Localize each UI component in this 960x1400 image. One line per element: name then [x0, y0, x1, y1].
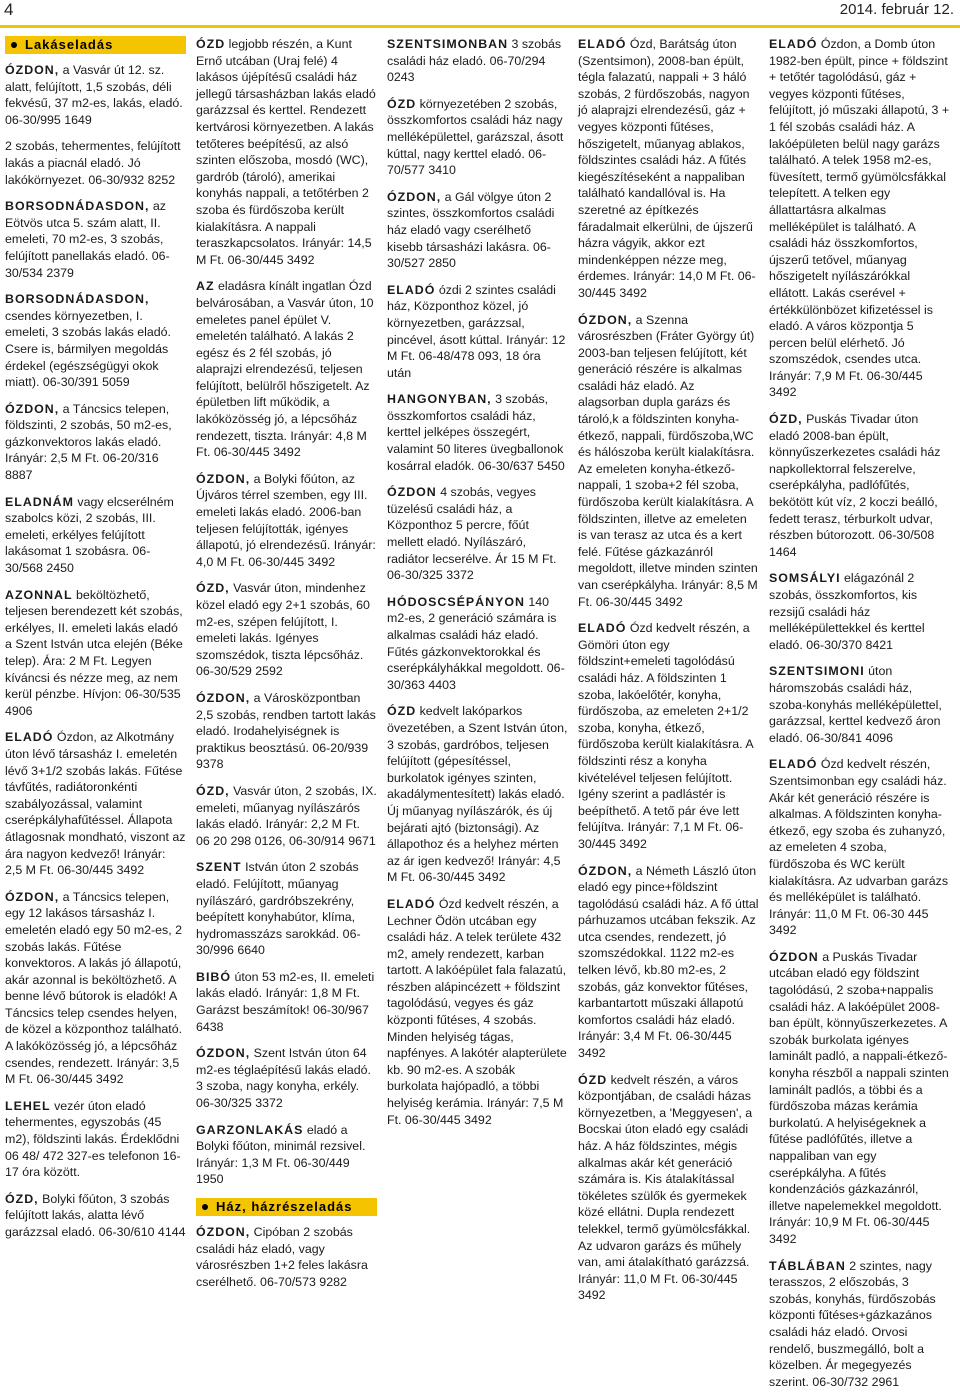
ad-headline: ÓZD: [387, 96, 417, 111]
ad-headline: SZENTSIMONI: [769, 664, 865, 679]
classified-ad: [578, 620, 759, 852]
ad-body: Ózd, Barátság úton (Szentsimon), 2008-ban épült, tégla falazatú, nappali + 3 háló szobás, 2 fürdőszobás, nagyon jó alaprajzi elrendezésű, gáz + vegyes központi fűtéses, hőszigetelt, műanyag ablakos, földszintes családi ház. A fűtés kiegészítéseként a nappaliban található kandallóval is. Ha szeretné az építkezés fáradalmait elkerülni, de újszerű házra vágyik, akkor ezt mindenképpen nézze meg, érdemes. Irányár: 14,0 M Ft. 06-30/445 3492: [578, 37, 756, 300]
ad-body: 2 szintes, nagy terasszos, 2 előszobás, 3 szobás, konyhás, fürdőszobás központi fűtéses+gázkazános családi ház eladó. Orvosi rendelő, buszmegálló, bolt a közelben. Ár megegyezés szerint. 06-30/732 2961: [769, 1258, 936, 1389]
ad-body: eladó a Bolyki főúton, minimál rezsivel. Irányár: 1,3 M Ft. 06-30/449 1950: [196, 1122, 366, 1187]
ad-headline: ELADÓ: [769, 37, 818, 51]
ad-body: Szent István úton 64 m2-es téglaépítésű lakás eladó. 3 szoba, nagy konyha, erkély. 06-30/325 3372: [196, 1046, 371, 1111]
classified-ad: [578, 863, 759, 1062]
ad-body: 4 szobás, vegyes tüzelésű családi ház, a Központhoz 5 percre, főút mellett eladó. Nyílászáró, radiátor lecserélve. Ár 15 M Ft. 06-30/325 3372: [387, 485, 557, 583]
ad-headline: ÓZD: [387, 704, 417, 719]
ad-body: István úton 2 szobás eladó. Felújított, műanyag nyílászáró, gardróbszekrény, beépített konyhabútor, klíma, hydromasszázs sarokkád. 06-30/996 6640: [196, 860, 361, 958]
classified-ad: [5, 401, 186, 484]
classified-ad: [196, 783, 377, 849]
ad-headline: HANGONYBAN,: [387, 392, 492, 407]
ad-body: eladásra kínált ingatlan Ózd belvárosában, a Vasvár úton, 10 emeletes panel épület V. emeletén található. A lakás 2 egész és 2 fél szobás, jó alaprajzi elrendezésű, teljesen felújított, belülről hőszigetelt. Az épületben lift működik, a lakóközösség jó, a lépcsőház rendezett, tiszta. Irányár: 4,8 M Ft. 06-30/445 3492: [196, 279, 374, 460]
column-4: [575, 36, 765, 1400]
ad-headline: HÓDOSCSÉPÁNYON: [387, 594, 525, 609]
ad-body: 2 szobás, tehermentes, felújított lakás a piacnál eladó. Jó lakókörnyezet. 06-30/932 8252: [5, 139, 181, 187]
ad-body: kedvelt részén, a város központjában, de családi házas környezetben, a 'Meggyesen', a Bocskai úton eladó egy családi ház. A ház földszintes, mégis alkalmas akár két generáció számára is. Kis átalakítással tökéletes szülők és gyermekek közé ellátni. Dupla rendezett telekkel, termő gyümölcsfákkal. Az udvaron garázs és műhely van, ami átalakítható garázzsá. Irányár: 11,0 M Ft. 06-30/445 3492: [578, 1072, 753, 1303]
ad-body: az Eötvös utca 5. szám alatt, II. emeleti, 70 m2-es, 3 szobás, felújított panellakás eladó. 06-30/534 2379: [5, 199, 170, 280]
classified-ad: [196, 1224, 377, 1290]
ad-body: 3 szobás, összkomfortos családi ház, kerttel jelképes összegért, valamint 50 literes üvegballonok kosárral eladók. 06-30/637 5450: [387, 392, 565, 473]
classified-ad: [196, 1045, 377, 1111]
ad-body: Ózd kedvelt részén, Szentsimonban egy családi ház. Akár két generáció részére is alkalmas. A földszinten konyha-étkező, egy szoba és zuhanyzó, az emeleten 4 szoba, fürdőszoba és WC került kialakításra. Az udvarban garázs és melléképület is található. Irányár: 11,0 M Ft. 06-30 445 3492: [769, 757, 949, 938]
classified-ad: [5, 138, 186, 188]
ad-headline: ELADNÁM: [5, 494, 74, 509]
classified-ad: [387, 36, 568, 86]
ad-headline: ELADÓ: [5, 730, 54, 745]
classified-ad: [578, 1072, 759, 1304]
ad-body: beköltözhető, teljesen berendezett két szobás, erkélyes, II. emeleti lakás eladó a Szent István utca elején (Béke telep). Ára: 2 M Ft. Legyen kíváncsi és nézze meg, az nem kerül pénzbe. Hívjon: 06-30/535 4906: [5, 587, 183, 718]
ad-body: Vasvár úton, 2 szobás, IX. emeleti, műanyag nyílászárós lakás eladó. Irányár: 2,2 M Ft. 06 20 298 0126, 06-30/914 9671: [196, 783, 377, 848]
classified-ad: [578, 312, 759, 611]
classified-ad: [196, 969, 377, 1035]
section-heading: [5, 36, 186, 54]
ad-headline: BORSODNÁDASDON,: [5, 292, 150, 307]
ad-body: vezér úton eladó tehermentes, egyszobás (45 m2), földszinti lakás. Érdeklődni 06 48/ 472 327-es telefonon 16-17 óra között.: [5, 1098, 181, 1180]
ad-headline: SZENT: [196, 860, 242, 875]
classified-ad: [387, 484, 568, 584]
classified-ad: [5, 1191, 186, 1241]
ad-body: a Vasvár út 12. sz. alatt, felújított, 1,5 szobás, déli fekvésű, 37 m2-es, lakás, eladó. 06-30/995 1649: [5, 63, 183, 127]
ad-body: ózdi 2 szintes családi ház, Központhoz közel, jó környezetben, garázzsal, pincével, ásott kúttal. Irányár: 12 M Ft. 06-48/478 093, 18 óra után: [387, 282, 566, 380]
ad-headline: ÓZDON,: [578, 312, 633, 327]
ad-body: a Városközpontban 2,5 szobás, rendben tartott lakás eladó. Irodahelyiségnek is praktikus beosztású. 06-20/939 9378: [196, 690, 376, 772]
ad-body: Puskás Tivadar úton eladó 2008-ban épült, könnyűszerkezetes családi ház napkollektorral felszerelve, cserépkályha, padlófűtés, bekötött kút víz, 2 koczi beálló, fedett terasz, térburkolt udvar, részben bútorozott. 06-30/508 1464: [769, 412, 941, 559]
classified-ad: [387, 594, 568, 694]
ad-body: úton 53 m2-es, II. emeleti lakás eladó. Irányár: 1,8 M Ft. Garázst beszámítok! 06-30/967 6438: [196, 969, 375, 1034]
ad-body: a Táncsics telepen, földszinti, 2 szobás, 50 m2-es, gázkonvektoros lakás eladó. Irányár: 2,5 M Ft. 06-20/316 8887: [5, 401, 172, 483]
ad-headline: TÁBLÁBAN: [769, 1258, 846, 1273]
ad-headline: ÓZDON,: [5, 63, 60, 77]
ad-headline: AZ: [196, 279, 215, 294]
ad-headline: ÓZDON,: [196, 1225, 251, 1239]
ad-headline: ÓZD,: [5, 1191, 39, 1206]
classified-ad: [196, 36, 377, 268]
ad-headline: SZENTSIMONBAN: [387, 37, 509, 51]
section-title: Ház, házrészeladás: [216, 1198, 353, 1214]
ad-headline: ÓZD,: [196, 783, 230, 798]
ad-headline: ÓZDON,: [5, 401, 60, 416]
ad-headline: ELADÓ: [387, 896, 436, 911]
ad-headline: BIBÓ: [196, 969, 231, 984]
classified-ad: [5, 62, 186, 128]
ad-headline: ELADÓ: [769, 757, 818, 772]
ad-headline: ÓZD: [578, 1072, 608, 1087]
bullet-icon: [202, 1204, 208, 1210]
ad-headline: ÓZDON: [387, 485, 437, 500]
classified-ad: [387, 896, 568, 1128]
ad-headline: ÓZD: [196, 37, 226, 51]
ad-headline: GARZONLAKÁS: [196, 1122, 304, 1137]
column-5: [766, 36, 956, 1400]
classified-ad: [578, 36, 759, 302]
ad-body: legjobb részén, a Kunt Ernő utcában (Uraj felé) 4 lakásos újépítésű családi ház jellegű társasházban lakás eladó garázzsal és kerttel. Rendezett kertvárosi környezetben. A lakás tetőteres beépítésű, az alsó szinten előszoba, mosdó (WC), gardrób (tároló), amerikai konyhás nappali, a tetőtérben 2 szoba és fürdőszoba került kialakításra. A nappali teraszkapcsolatos. Irányár: 14,5 M Ft. 06-30/445 3492: [196, 37, 376, 267]
ad-body: környezetében 2 szobás, összkomfortos családi ház nagy melléképülettel, garázszal, ásott kúttal, nagy kerttel eladó. 06-70/577 3410: [387, 96, 564, 178]
column-3: [384, 36, 574, 1400]
classified-ad: [387, 282, 568, 382]
header-rule: [0, 25, 960, 28]
ad-headline: LEHEL: [5, 1098, 51, 1113]
classified-ad: [5, 729, 186, 878]
ad-headline: ÓZDON,: [196, 690, 251, 705]
ad-body: a Táncsics telepen, egy 12 lakásos társasház I. emeletén eladó egy 50 m2-es, 2 szobás lakás. Fűtése konvektoros. A lakás jó állapotú, akár azonnal is beköltözhető. A benne lévő bútorok is eladók! A Táncsics telep csendes helyen, de közel a központhoz található. A lakóközösség jó, a lépcsőház csendes, rendezett. Irányár: 3,5 M Ft. 06-30/445 3492: [5, 889, 183, 1087]
classified-ad: [5, 1098, 186, 1181]
ad-body: Cipóban 2 szobás családi ház eladó, vagy városrészben 1+2 feles lakásra cserélhető. 06-70/573 9282: [196, 1225, 368, 1289]
classified-ad: [5, 198, 186, 281]
classified-ad: [196, 471, 377, 571]
classified-ad: [769, 756, 950, 939]
ad-body: a Bolyki főúton, az Újváros térrel szemben, egy III. emeleti lakás eladó. 2006-ban teljesen felújították, igényes állapotú, jó elrendezésű. Irányár: 4,0 M Ft. 06-30/445 3492: [196, 471, 376, 569]
ad-body: a Szenna városrészben (Fráter György út) 2003-ban teljesen felújított, két generáció részére is alkalmas családi ház eladó. Az alagsorban dupla garázs és tároló,k a földszinten konyha-étkező, nappali, fürdőszoba,WC és hálószoba került kialakításra. Az emeleten konyha-étkező-nappali, 1 szoba+2 fél szoba, fürdőszoba került kialakításra. A földszinten, illetve az emeleten is van terasz az utca és a kert felé. Fűtése gázkazánról megoldott, illetve minden szinten van cserépkályha. Irányár: 8,5 M Ft. 06-30/445 3492: [578, 312, 758, 609]
ad-body: Ózd kedvelt részén, a Gömöri úton egy földszint+emeleti tagolódású családi ház. A földszinten 1 szoba, lakóelőtér, konyha, fürdőszoba, az emeleten 2+1/2 szoba, konyha, étkező, fürdőszoba került kialakításra. A földszinti rész a konyha kivételével teljesen felújított. Igény szerint a padlástér is beépíthető. A tető pár éve lett felújítva. Irányár: 7,1 M Ft. 06-30/445 3492: [578, 621, 753, 851]
section-title: Lakáseladás: [25, 36, 114, 52]
classified-ad: [196, 690, 377, 773]
classified-ad: [5, 587, 186, 720]
classified-ad: [196, 278, 377, 461]
classified-ad: [769, 1258, 950, 1391]
classified-ad: [769, 36, 950, 401]
ad-headline: ELADÓ: [387, 282, 436, 297]
ad-body: elágazónál 2 szobás, összkomfortos, kis rezsijű családi ház melléképülettekkel és kerttel eladó. 06-30/370 8421: [769, 571, 925, 652]
ad-headline: ELADÓ: [578, 621, 627, 636]
ad-headline: ÓZDON,: [387, 189, 442, 204]
ad-body: Ózdon, a Domb úton 1982-ben épült, pince + földszint + tetőtér tagolódású, gáz + vegyes központi fűtéses, felújított, jó műszaki állapotú, 3 + 1 fél szobás családi ház. A lakóépületen belül nagy garázs található. A telek 1958 m2-es, füvesített, termő gyümölcsfákkal telepített. A telken egy állattartásra alkalmas melléképület is található. A családi ház összkomfortos, újszerű tetővel, műanyag hőszigetelt nyílászárókkal ellátott. Lakás cserével + értékkülönbözet kifizetéssel is eladó. A város központja 5 percen belül elérhető. Jó szomszédok, csendes utca. Irányár: 7,9 M Ft. 06-30/445 3492: [769, 37, 950, 400]
ad-body: vagy elcserélném szabolcs közi, 2 szobás, III. emeleti, erkélyes felújított lakásomat 1 szobásra. 06-30/568 2450: [5, 494, 174, 576]
ad-headline: SOMSÁLYI: [769, 571, 841, 586]
classified-ad: [5, 889, 186, 1088]
ad-headline: ÓZDON,: [196, 471, 251, 486]
ad-body: a Németh László úton eladó egy pince+földszint tagolódású családi ház. A fő úttal párhuzamos utcában fekszik. Az utca csendes, rendezett, jó szomszédokkal. 1122 m2-es telken lévő, kb.80 m2-es, 2 szobás, gáz konvektor fűtéses, karbantartott műszaki állapotú komfortos családi ház eladó. Irányár: 3,4 M Ft. 06-30/445 3492: [578, 863, 759, 1061]
bullet-icon: [11, 42, 17, 48]
ad-headline: ÓZDON,: [5, 889, 60, 904]
ad-body: a Puskás Tivadar utcában eladó egy földszint tagolódású, 2 szoba+nappalis családi ház. A lakóépület 2008-ban épült, könnyűszerkezetes. A szobák burkolata igényes laminált padló, a nappali-étkező-konyha részből a nappali szinten laminált padlós, a többi és a fürdőszoba mázas kerámia burkolatú. A helyiségeknek a fűtése padlófűtés, illetve a nappaliban van egy cserépkályha. A fűtés kondenzációs gázkazánról, illetve napelemekkel megoldott. Irányár: 10,9 M Ft. 06-30/445 3492: [769, 949, 949, 1246]
classifieds-columns: [2, 36, 958, 1389]
page-number: 4: [4, 0, 14, 19]
ad-headline: ELADÓ: [578, 37, 627, 51]
classified-ad: [387, 96, 568, 179]
classified-ad: [5, 291, 186, 391]
page-header: [0, 0, 960, 28]
ad-headline: ÓZDON,: [196, 1046, 251, 1061]
classified-ad: [387, 189, 568, 272]
ad-body: a Gál völgye úton 2 szintes, összkomfortos családi ház eladó vagy cserélhető kisebb társasházi lakásra. 06-30/527 2850: [387, 189, 555, 271]
ad-headline: AZONNAL: [5, 587, 73, 602]
classified-ad: [196, 1122, 377, 1188]
ad-body: kedvelt lakóparkos övezetében, a Szent István úton, 3 szobás, gardróbos, teljesen felújított (gépesítéssel, burkolatok igényes szinten, akadálymentesített) lakás eladó. Új műanyag nyílászárók, és új bejárati ajtó (biztonsági). Az állapothoz és a helyhez mérten az ár igen kedvező! Irányár: 4,5 M Ft. 06-30/445 3492: [387, 704, 568, 885]
ad-body: 3 szobás családi ház eladó. 06-70/294 0243: [387, 37, 562, 85]
ad-body: Vasvár úton, mindenhez közel eladó egy 2+1 szobás, 60 m2-es, szépen felújított, I. emeleti lakás. Igényes szomszédok, tiszta lépcsőház. 06-30/529 2592: [196, 581, 370, 679]
classified-ad: [196, 580, 377, 680]
ad-body: 140 m2-es, 2 generáció számára is alkalmas családi ház eladó. Fűtés gázkonvektorokkal és cserépkályhákkal megoldott. 06-30/363 4403: [387, 594, 565, 692]
classified-ad: [387, 703, 568, 886]
ad-headline: BORSODNÁDASDON,: [5, 199, 150, 214]
classified-ad: [769, 411, 950, 560]
issue-date: 2014. február 12.: [839, 1, 954, 18]
ad-headline: ÓZD,: [769, 412, 803, 427]
column-1: [2, 36, 192, 1400]
ad-body: Bolyki főúton, 3 szobás felújított lakás, alatta lévő garázzsal eladó. 06-30/610 4144: [5, 1191, 186, 1239]
classified-ad: [769, 570, 950, 653]
ad-headline: ÓZDON,: [578, 863, 633, 878]
classified-ad: [196, 859, 377, 959]
ad-headline: ÓZDON: [769, 949, 819, 964]
ad-body: csendes környezetben, I. emeleti, 3 szobás lakás eladó. Csere is, bármilyen megoldás érdekel (egészségügyi okok miatt). 06-30/391 5059: [5, 308, 171, 390]
column-2: [193, 36, 383, 1400]
ad-body: Ózdon, az Alkotmány úton lévő társasház I. emeletén lévő 3+1/2 szobás lakás. Fűtése távfűtés, radiátoronkénti szabályozással, valamint cserépkályhafűtéssel. Állapota átlagosnak mondható, viszont az ára nagyon kedvező! Irányár: 2,5 M Ft. 06-30/445 3492: [5, 730, 186, 878]
classified-ad: [769, 663, 950, 746]
classified-ad: [387, 391, 568, 474]
classified-ad: [5, 494, 186, 577]
section-heading: [196, 1198, 377, 1216]
ad-body: úton háromszobás családi ház, szoba-konyhás melléképülettel, garázzsal, kerttel kedvező áron eladó. 06-30/841 4096: [769, 664, 942, 745]
ad-body: Ózd kedvelt részén, a Lechner Ödön utcában egy családi ház. A telek területe 432 m2, amely rendezett, karban tartott. A lakóépület fala falazatú, részben alápincézett + földszint tagolódású, vegyes és gáz központi fűtéses, 4 szobás. Minden helyiség tágas, napfényes. A lakótér alapterülete kb. 90 m2-es. A szobák burkolata hajópadló, a többi helyiség kerámia. Irányár: 7,5 M Ft. 06-30/445 3492: [387, 896, 567, 1127]
classified-ad: [769, 949, 950, 1248]
ad-headline: ÓZD,: [196, 581, 230, 596]
